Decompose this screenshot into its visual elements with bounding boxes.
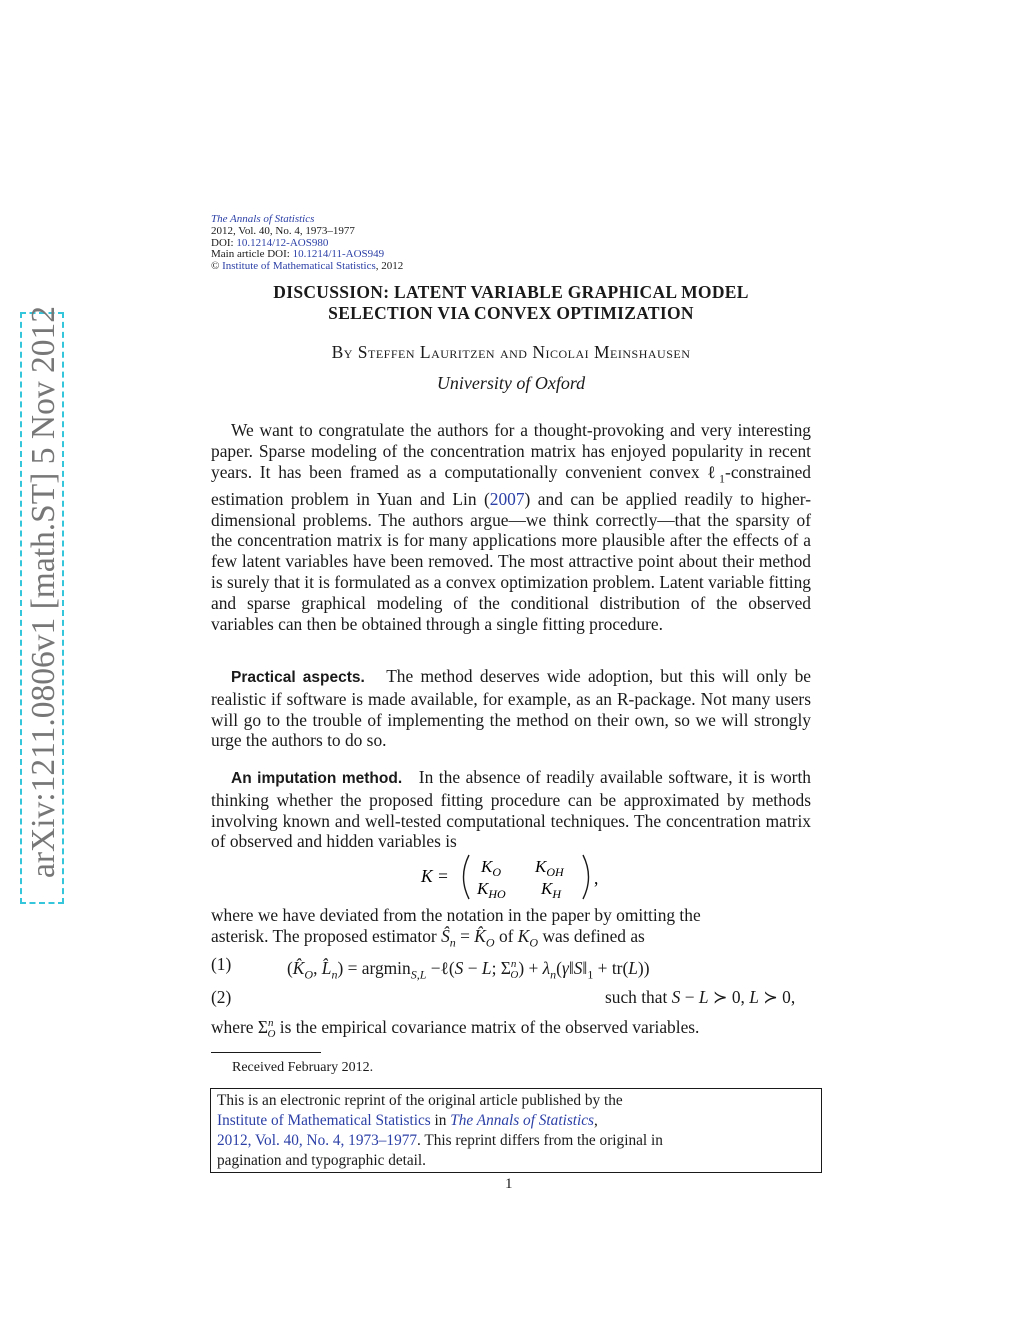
received-date: Received February 2012.	[232, 1060, 374, 1075]
journal-info	[211, 214, 403, 273]
intro-paragraph: We want to congratulate the authors for a thought-provoking and very interesting paper. Sparse modeling of the concentration matrix has enjoyed popularity in recent years. It has been framed as a computationally convenient convex ℓ$_1$-constrained estimation problem in Yuan and Lin (2007) and can be applied readily to higher-dimensional problems. The authors argue—we think correctly—that the sparsity of the concentration matrix is for many applications more plausible after the effects of a few latent variables have been removed. The most attractive point about their method is surely that it is formulated as a convex optimization problem. Latent variable fitting and sparse graphical modeling of the conditional distribution of the observed variables can then be obtained through a single fitting procedure.	[211, 420, 811, 634]
copyright-icon: ©	[211, 260, 220, 273]
reprint-journal-link[interactable]: The Annals of Statistics	[450, 1112, 595, 1129]
copyright-line: © Institute of Mathematical Statistics, 2012	[211, 260, 404, 273]
doi-line: DOI: 10.1214/12-AOS980	[211, 236, 329, 249]
journal-name-link[interactable]: The Annals of Statistics	[211, 213, 315, 225]
reprint-volume-link[interactable]: 2012, Vol. 40, No. 4, 1973–1977	[217, 1132, 418, 1149]
arxiv-id: arXiv:1211.0806v1 [math.ST] 5 Nov 2012	[25, 306, 62, 878]
practical-paragraph: Practical aspects. The method deserves wide adoption, but this will only be realistic if software is made available, for example, as an R-package. Not many users will go to the trouble of implementing the method on their own, so we will strongly urge the authors to do so.	[211, 666, 811, 751]
reprint-notice: This is an electronic reprint of the original article published by the Institute of Mathematical Statistics in The Annals of Statistics, 2012, Vol. 40, No. 4, 1973–1977. This reprint differs from the original in pagination and typographic detail.	[210, 1088, 822, 1173]
imputation-paragraph: An imputation method. In the absence of readily available software, it is worth thinking whether the proposed fitting procedure can be approximated by methods involving known and well-tested computational techniques. The concentration matrix of observed and hidden variables is	[211, 767, 812, 852]
matrix-lhs: K =	[421, 866, 449, 886]
paper-title: DISCUSSION: LATENT VARIABLE GRAPHICAL MODEL SELECTION VIA CONVEX OPTIMIZATION	[273, 282, 749, 323]
equation-2: (2) such that S − L ≻ 0, L ≻ 0,	[211, 987, 796, 1007]
footnote-rule	[211, 1052, 321, 1053]
reprint-institute-link[interactable]: Institute of Mathematical Statistics	[217, 1112, 431, 1129]
matrix-equation	[421, 853, 611, 908]
journal-volume: 2012, Vol. 40, No. 4, 1973–1977	[211, 224, 355, 237]
citation-link[interactable]: 2007	[489, 488, 525, 509]
affiliation: University of Oxford	[436, 373, 586, 393]
practical-heading: Practical aspects.	[231, 669, 365, 686]
main-doi-link[interactable]: 10.1214/11-AOS949	[292, 248, 385, 261]
page-number: 1	[505, 1176, 513, 1192]
equation-1-label: (1)	[211, 954, 232, 974]
left-paren	[464, 855, 470, 899]
after-matrix-text: where we have deviated from the notation in the paper by omitting the asterisk. The proposed estimator $Ŝ_n$ = $K̂_O$ of $K_O$ was defined as	[211, 905, 701, 950]
svg-text:,: ,	[594, 868, 599, 888]
authors: By Steffen Lauritzen and Nicolai Meinshausen	[331, 342, 691, 362]
svg-text:KHO: $K_{HO}$	[477, 879, 506, 901]
right-paren	[583, 855, 589, 899]
imputation-heading: An imputation method.	[231, 770, 403, 787]
svg-text:KH: $K_H$	[541, 879, 562, 901]
institute-link[interactable]: Institute of Mathematical Statistics	[222, 260, 376, 273]
main-doi-line: Main article DOI: 10.1214/11-AOS949	[211, 248, 385, 261]
after-equation-text: where $\Sigma^n_O$ is the empirical covariance matrix of the observed variables.	[211, 1016, 700, 1041]
svg-text:KO: $K_O$	[481, 857, 502, 879]
matrix-svg	[421, 853, 611, 903]
equation-1: (1) ($K̂_O$, $L̂_n) = argmin_{S,L}$ −ℓ(S − L; $\Sigma^n_O$) + $\lambda_n(\gamma‖S‖_1 + tr(L))$	[211, 954, 650, 982]
svg-text:KOH: $K_{OH}$	[535, 857, 564, 879]
equation-2-label: (2)	[211, 987, 232, 1007]
doi-link[interactable]: 10.1214/12-AOS980	[236, 236, 329, 249]
